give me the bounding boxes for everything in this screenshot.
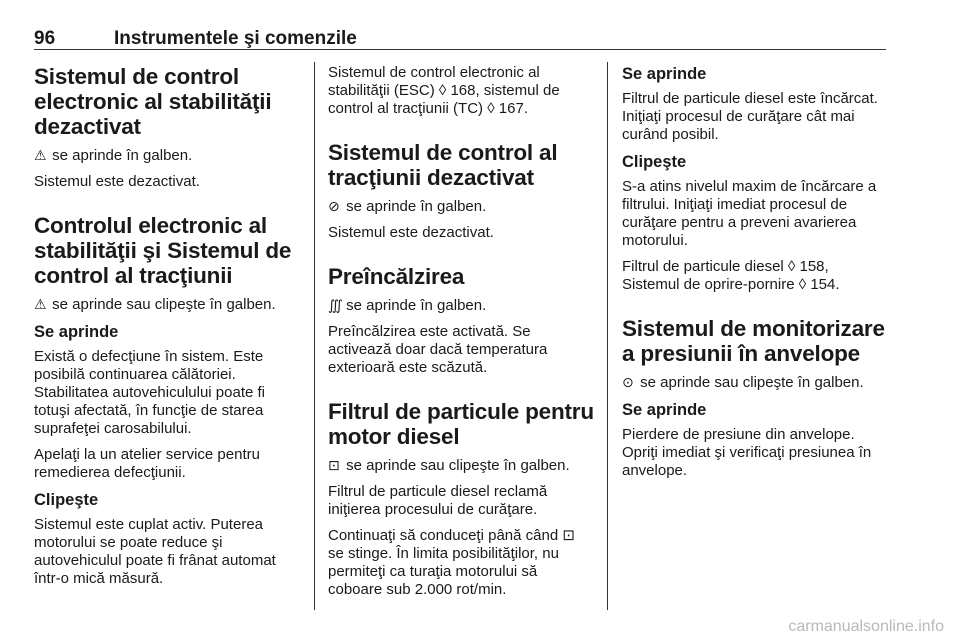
text: Se aprinde [622,401,707,419]
paragraph [622,178,888,250]
sub-heading [622,64,888,84]
sub-heading [622,152,888,172]
paragraph [328,323,594,377]
text: Sistemul este cuplat activ. Puterea motorului se poate reduce şi autovehiculul poate fi frânat automat într-o mică măsură. [34,516,276,587]
column-2 [328,64,594,607]
text: Sistemul de control electronic al stabilităţii dezactivat [34,64,272,139]
text: se aprinde sau clipeşte în galben. [48,296,276,313]
text: Sistemul de control electronic al stabilităţii (ESC) ◊ 168, sistemul de control al tracţiunii (TC) ◊ 167. [328,64,560,117]
section-heading [328,140,594,190]
paragraph [328,483,594,519]
text: Sistemul de monitorizare a presiunii în anvelope [622,316,885,366]
column-divider [607,62,608,610]
paragraph [34,446,300,482]
text: S-a atins nivelul maxim de încărcare a filtrului. Iniţiaţi imediat procesul de curăţare pentru a preveni avarierea motorului. [622,178,877,249]
text: se aprinde în galben. [342,297,487,314]
paragraph [328,224,594,242]
section-spacer [622,302,888,316]
paragraph [622,426,888,480]
glow-plug-icon: ∭ [328,298,343,314]
section-heading [34,64,300,139]
column-1 [34,64,300,596]
text: se aprinde în galben. [342,198,487,215]
text: Filtrul de particule diesel este încărcat. Iniţiaţi procesul de curăţare cât mai curând posibil. [622,90,878,143]
section-spacer [328,126,594,140]
text: Sistemul este dezactivat. [328,224,494,241]
sub-heading [34,322,300,342]
text: se aprinde sau clipeşte în galben. [342,457,570,474]
text: Pierdere de presiune din anvelope. Opriţi imediat şi verificaţi presiunea în anvelope. [622,426,872,479]
section-spacer [328,385,594,399]
text: Controlul electronic al stabilităţii şi Sistemul de control al tracţiunii [34,213,292,288]
page-number: 96 [34,28,56,49]
watermark: carmanualsonline.info [788,618,944,635]
text: Se aprinde [34,323,119,341]
paragraph [622,90,888,144]
text: se aprinde sau clipeşte în galben. [636,374,864,391]
text: Filtrul de particule diesel reclamă iniţierea procesului de curăţare. [328,483,548,518]
running-title: Instrumentele şi comenzile [114,28,357,49]
column-3 [622,64,888,488]
sub-heading [622,400,888,420]
section-heading [328,264,594,289]
text: Există o defecţiune în sistem. Este posibilă continuarea călătoriei. Stabilitatea autovehiculului poate fi totuşi afectată, în funcţie de starea suprafeţei carosabilului. [34,348,265,437]
text: Clipeşte [34,491,99,509]
paragraph [34,516,300,588]
text: Preîncălzirea este activată. Se activează doar dacă temperatura exterioară este scăzută. [328,323,548,376]
paragraph [328,64,594,118]
text: Apelaţi la un atelier service pentru remedierea defecţiunii. [34,446,260,481]
page-header [34,28,886,50]
text: Filtrul de particule diesel ◊ 158, Sistemul de oprire-pornire ◊ 154. [622,258,840,293]
text: Se aprinde [622,65,707,83]
column-divider [314,62,315,610]
paragraph [34,296,300,314]
paragraph [622,374,888,392]
esc-off-icon: ⚠ [34,148,47,164]
section-heading [622,316,888,366]
paragraph [328,297,594,315]
tire-pressure-icon: ⊙ [622,375,634,391]
paragraph [622,258,888,294]
paragraph [34,348,300,438]
text: Sistemul este dezactivat. [34,173,200,190]
section-heading [34,213,300,288]
paragraph [34,147,300,165]
section-spacer [328,250,594,264]
text: Clipeşte [622,153,687,171]
paragraph [328,198,594,216]
text: Sistemul de control al tracţiunii dezactivat [328,140,558,190]
esc-tc-icon: ⚠ [34,297,47,313]
paragraph [34,173,300,191]
text: Continuaţi să conduceţi până când ⊡ se stinge. În limita posibilităţilor, nu permiteţi ca turaţia motorului să coboare sub 2.000 rot/min. [328,527,575,598]
text: Preîncălzirea [328,264,465,289]
text: Filtrul de particule pentru motor diesel [328,399,594,449]
header-rule [34,49,886,50]
sub-heading [34,490,300,510]
section-spacer [34,199,300,213]
section-heading [328,399,594,449]
diesel-filter-icon: ⊡ [328,458,340,474]
tc-off-icon: ⊘ [328,199,340,215]
paragraph [328,457,594,475]
text: se aprinde în galben. [48,147,193,164]
paragraph [328,527,594,599]
